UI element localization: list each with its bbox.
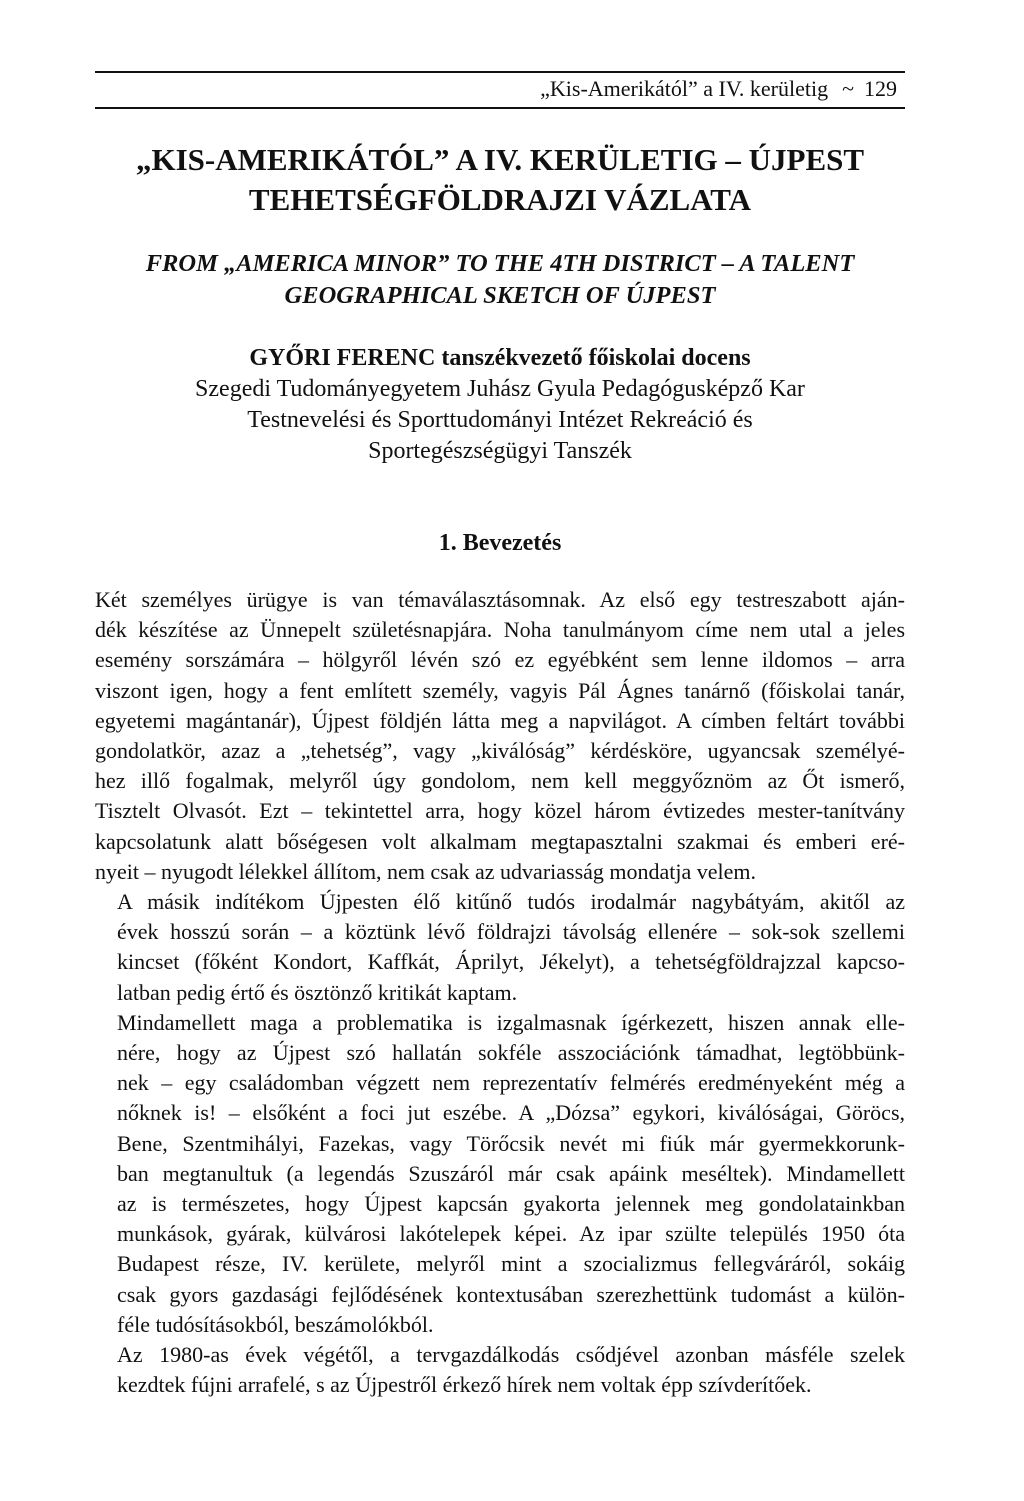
english-subtitle — [95, 248, 905, 312]
author-block — [95, 343, 905, 467]
paragraph-line: nőknek is! – elsőként a foci jut eszébe. A „Dózsa” egykori, kiválóságai, Göröcs, — [117, 1100, 905, 1126]
paragraph-line: Az 1980-as évek végétől, a tervgazdálkodás csődjével azonban másféle szelek — [117, 1342, 905, 1368]
running-header-title: „Kis-Amerikától” a IV. kerületig — [540, 76, 829, 101]
paragraph-line: esemény sorszámára – hölgyről lévén szó ez egyébként sem lenne ildomos – arra — [95, 647, 905, 673]
section-heading: 1. Bevezetés — [438, 530, 562, 556]
page-number: 129 — [864, 76, 897, 101]
running-header-separator: ~ — [842, 76, 854, 101]
author-affiliation-line: Szegedi Tudományegyetem Juhász Gyula Pedagógusképző Kar — [195, 376, 805, 402]
body-text — [95, 585, 905, 1400]
paragraph — [95, 585, 905, 887]
paragraph-line: Bene, Szentmihályi, Fazekas, vagy Törőcsik nevét mi fiúk már gyermekkorunk- — [117, 1130, 905, 1156]
paragraph-line: évek hosszú során – a köztünk lévő földrajzi távolság ellenére – sok-sok szellemi — [117, 919, 905, 945]
paragraph — [95, 1008, 905, 1340]
paragraph-line: egyetemi magántanár), Újpest földjén látta meg a napvilágot. A címben feltárt további — [95, 707, 905, 733]
paragraph-line: féle tudósításokból, beszámolókból. — [117, 1311, 434, 1337]
paragraph-line: hez illő fogalmak, melyről úgy gondolom, nem kell meggyőznöm az Őt ismerő, — [95, 768, 905, 794]
article-title — [95, 140, 905, 220]
paragraph-line: gondolatkör, azaz a „tehetség”, vagy „kiválóság” kérdésköre, ugyancsak személyé- — [95, 738, 905, 764]
paragraph-line: nek – egy családomban végzett nem reprezentatív felmérés eredményeként még a — [117, 1070, 905, 1096]
article-title-line: TEHETSÉGFÖLDRAJZI VÁZLATA — [248, 182, 752, 217]
paragraph-line: nére, hogy az Újpest szó hallatán sokféle asszociációnk támadhat, legtöbbünk- — [117, 1040, 905, 1066]
article-title-line: „KIS-AMERIKÁTÓL” A IV. KERÜLETIG – ÚJPEST — [135, 142, 865, 177]
paragraph-line: kezdtek fújni arrafelé, s az Újpestről érkező hírek nem voltak épp szívderítőek. — [117, 1372, 812, 1398]
paragraph-line: Két személyes ürügye is van témaválasztásomnak. Az első egy testreszabott aján- — [95, 587, 905, 612]
author-affiliation-line: Sportegészségügyi Tanszék — [368, 438, 632, 464]
paragraph-line: Tisztelt Olvasót. Ezt – tekintettel arra, hogy közel három évtizedes mester-tanítvány — [95, 798, 905, 824]
english-subtitle-line: FROM „AMERICA MINOR” TO THE 4TH DISTRICT – A TALENT — [145, 250, 855, 277]
paragraph-line: Budapest része, IV. kerülete, melyről mint a szocializmus fellegváráról, sokáig — [117, 1251, 905, 1277]
paragraph-line: az is természetes, hogy Újpest kapcsán gyakorta jelennek meg gondolatainkban — [117, 1191, 905, 1217]
paragraph-line: Mindamellett maga a problematika is izgalmasnak ígérkezett, hiszen annak elle- — [117, 1009, 905, 1035]
paragraph — [95, 1340, 905, 1400]
running-header — [95, 71, 905, 109]
paragraph-line: nyeit – nyugodt lélekkel állítom, nem csak az udvariasság mondatja velem. — [95, 858, 757, 884]
paragraph-line: viszont igen, hogy a fent említett személy, vagyis Pál Ágnes tanárnő (főiskolai tanár, — [95, 677, 905, 703]
paragraph-line: A másik indítékom Újpesten élő kitűnő tudós irodalmár nagybátyám, akitől az — [117, 889, 905, 915]
author-name: GYŐRI FERENC tanszékvezető főiskolai docens — [249, 345, 751, 371]
paragraph-line: dék készítése az Ünnepelt születésnapjára. Noha tanulmányom címe nem utal a jeles — [95, 617, 905, 643]
paragraph-line: kincset (főként Kondort, Kaffkát, Áprilyt, Jékelyt), a tehetségföldrajzzal kapcso- — [117, 949, 905, 975]
english-subtitle-line: GEOGRAPHICAL SKETCH OF ÚJPEST — [284, 282, 716, 309]
paragraph-line: kapcsolatunk alatt bőségesen volt alkalmam megtapasztalni szakmai és emberi eré- — [95, 828, 905, 854]
paragraph-line: ban megtanultuk (a legendás Szuszáról már csak apáink meséltek). Mindamellett — [117, 1160, 905, 1186]
paragraph-line: latban pedig értő és ösztönző kritikát kaptam. — [117, 979, 518, 1005]
paragraph — [95, 887, 905, 1008]
author-affiliation-line: Testnevelési és Sporttudományi Intézet Rekreáció és — [247, 407, 753, 433]
paragraph-line: csak gyors gazdasági fejlődésének kontextusában szerezhettünk tudomást a külön- — [117, 1281, 905, 1307]
paragraph-line: munkások, gyárak, külvárosi lakótelepek képei. Az ipar szülte település 1950 óta — [117, 1221, 905, 1247]
